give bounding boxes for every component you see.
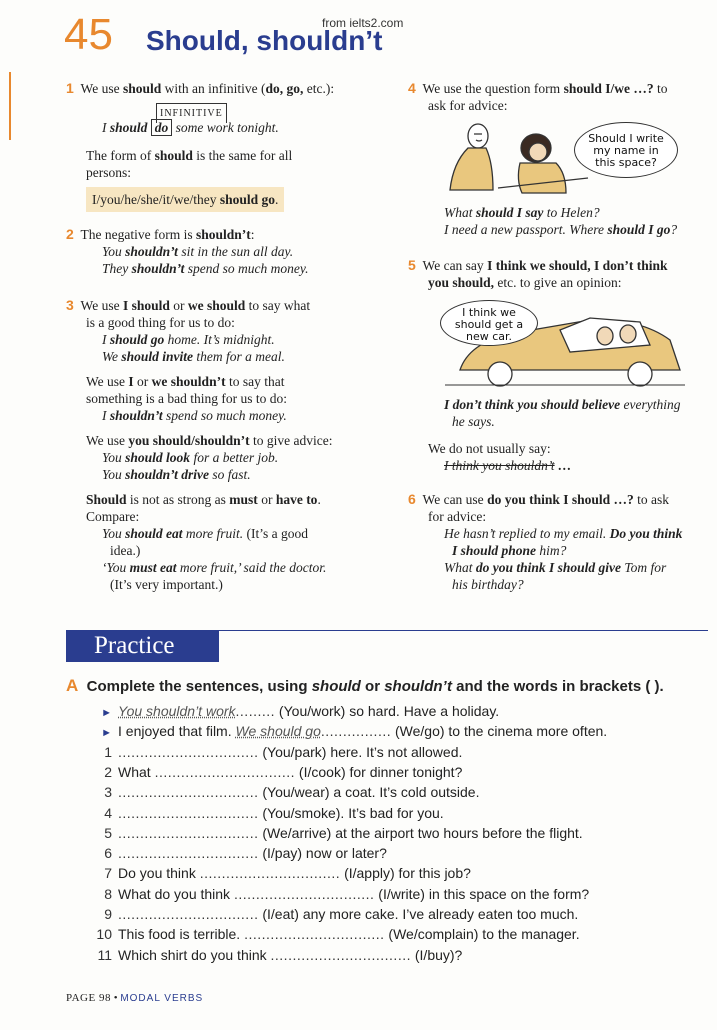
- arrow-icon: ►: [101, 727, 112, 740]
- exercise-item: [88, 947, 708, 963]
- item-text: (I/pay) now or later?: [258, 845, 387, 862]
- footer-bullet: •: [113, 992, 118, 1004]
- example-line: You shouldn’t sit in the sun all day.: [102, 244, 294, 259]
- item-number: 9: [104, 906, 112, 922]
- unit-number: 45: [64, 10, 113, 59]
- example-line: We should invite them for a meal.: [102, 349, 285, 364]
- keyword: do, go,: [265, 81, 304, 96]
- answer-blank[interactable]: ................................: [233, 885, 375, 902]
- exercise-item: [88, 784, 708, 800]
- item-number: 4: [104, 804, 112, 821]
- wrong-example: I think you shouldn’t …: [444, 458, 572, 473]
- section-number: 1: [66, 80, 74, 96]
- text: persons:: [86, 165, 131, 180]
- woman-figure: [518, 134, 566, 193]
- example-line: I shouldn’t spend so much money.: [102, 408, 287, 423]
- exercise-item: [88, 805, 708, 821]
- item-prefix: I enjoyed that film.: [118, 723, 236, 740]
- example-line: You shouldn’t drive so fast.: [102, 467, 251, 482]
- item-number: 2: [104, 763, 112, 780]
- section-1: [66, 80, 386, 212]
- exercise-item: [88, 926, 708, 942]
- example-answer: You shouldn’t work: [118, 703, 236, 719]
- item-number: 10: [96, 926, 112, 943]
- answer-blank: ................: [320, 723, 392, 740]
- section-4-examples: What should I say to Helen? I need a new passport. Where should I go?: [444, 205, 678, 237]
- section-name: MODAL VERBS: [120, 993, 204, 1004]
- example-line: What do you think I should give Tom for: [444, 560, 667, 575]
- exercise-item: [88, 744, 708, 760]
- item-text: (I/buy)?: [410, 946, 463, 963]
- text: is a good thing for us to do:: [86, 315, 235, 330]
- text: for advice:: [428, 509, 487, 524]
- text: idea.): [110, 543, 141, 558]
- infinitive-box: do: [151, 119, 173, 136]
- section-5-example: I don’t think you should believe everything he says.: [444, 397, 681, 429]
- text: ask for advice:: [428, 98, 508, 113]
- item-prefix: What do you think: [118, 885, 234, 902]
- example-line: They shouldn’t spend so much money.: [102, 261, 309, 276]
- item-number: 3: [104, 784, 112, 801]
- keyword: should: [122, 81, 162, 96]
- example-line: his birthday?: [452, 577, 524, 592]
- text: is the same for all: [192, 148, 293, 163]
- margin-rule: [9, 72, 11, 140]
- text: (It’s very important.): [110, 577, 223, 592]
- example-line: I should go home. It’s midnight.: [102, 332, 275, 347]
- example-line: I should do some work tonight.: [102, 120, 279, 135]
- answer-blank[interactable]: ................................: [244, 926, 385, 943]
- source-watermark: from ielts2.com: [322, 16, 404, 30]
- item-text: (I/cook) for dinner tonight?: [295, 763, 463, 780]
- text: etc.):: [303, 81, 335, 96]
- text: something is a bad thing for us to do:: [86, 391, 287, 406]
- item-number: 5: [104, 824, 112, 841]
- answer-blank[interactable]: ................................: [270, 946, 411, 963]
- page-number: PAGE 98: [66, 992, 111, 1004]
- section-6: 6 We can use do you think I should …? to ask for advice: He hasn’t replied to my email. Do you think I should phone him? What do you think I should give Tom for his birthday?: [408, 491, 708, 593]
- answer-blank[interactable]: ................................: [118, 784, 259, 801]
- answer-blank[interactable]: ................................: [199, 865, 341, 882]
- item-text: (I/write) in this space on the form?: [374, 885, 590, 902]
- example-item: [88, 703, 708, 719]
- text: We do not usually say:: [428, 441, 551, 456]
- item-text: (You/wear) a coat. It’s cold outside.: [258, 784, 480, 801]
- exercise-a-instruction: A Complete the sentences, using should or shouldn’t and the words in brackets ( ).: [66, 676, 664, 695]
- speech-bubble: Should I write my name in this space?: [574, 122, 678, 178]
- section-3: 3 We use I should or we should to say what is a good thing for us to do: I should go home. It’s midnight. We should invite them for a meal. We use I or we shouldn’t to say that something is a bad thing for us to do: I shouldn’t spend so much money. We use you should/shouldn’t to give advice: You should look for a better job. You shouldn’t drive so fast. Should is not as strong as must or have to. Compare: You should eat more fruit. (It’s a good idea.) ‘You must eat more fruit,’ said the doctor. (It’s very important.): [66, 297, 396, 593]
- text: The form of: [86, 148, 155, 163]
- exercise-item: [88, 865, 708, 881]
- speech-bubble: I think we should get a new car.: [440, 300, 538, 346]
- section-2: 2 The negative form is shouldn’t: You shouldn’t sit in the sun all day. They shouldn’t spend so much money.: [66, 226, 386, 277]
- item-number: 1: [104, 743, 112, 760]
- item-number: 11: [97, 946, 112, 963]
- text: Compare:: [86, 509, 140, 524]
- example-answer: We should go: [235, 723, 321, 740]
- item-prefix: Which shirt do you think: [118, 946, 271, 963]
- example-line: I should phone him?: [452, 543, 567, 558]
- exercise-letter: A: [66, 676, 79, 695]
- item-text: (We/go) to the cinema more often.: [391, 723, 608, 740]
- item-text: (I/eat) any more cake. I’ve already eaten too much.: [258, 906, 579, 922]
- text: We use: [80, 81, 123, 96]
- section-number: 4: [408, 80, 416, 96]
- answer-blank: .........: [235, 703, 276, 719]
- item-prefix: Do you think: [118, 865, 200, 882]
- highlight-box: I/you/he/she/it/we/they should go.: [86, 187, 284, 212]
- item-number: 7: [104, 865, 112, 882]
- item-number: 8: [104, 885, 112, 902]
- item-text: (You/park) here. It’s not allowed.: [258, 743, 463, 760]
- item-text: (I/apply) for this job?: [340, 865, 471, 882]
- section-number: 3: [66, 297, 74, 313]
- example-line: ‘You must eat more fruit,’ said the doctor.: [102, 560, 327, 575]
- arrow-icon: ►: [101, 707, 112, 719]
- item-text: (We/arrive) at the airport two hours before the flight.: [258, 824, 583, 841]
- exercise-item: [88, 906, 708, 922]
- example-line: He hasn’t replied to my email. Do you think: [444, 526, 683, 541]
- answer-blank[interactable]: ................................: [118, 743, 259, 760]
- example-line: You should eat more fruit. (It’s a good: [102, 526, 309, 541]
- exercise-item: [88, 845, 708, 861]
- exercise-item: [88, 825, 708, 841]
- practice-heading: Practice: [66, 630, 219, 662]
- footer: [66, 992, 203, 1004]
- exercise-item: [88, 764, 708, 780]
- section-number: 6: [408, 491, 416, 507]
- answer-blank[interactable]: ................................: [154, 763, 296, 780]
- item-text: (We/complain) to the manager.: [384, 926, 580, 943]
- item-prefix: This food is terrible.: [118, 926, 245, 943]
- exercise-item: [88, 886, 708, 902]
- section-5: 5 We can say I think we should, I don’t think you should, etc. to give an opinion:: [408, 257, 668, 290]
- section-4: 4 We use the question form should I/we …? to ask for advice:: [408, 80, 708, 114]
- keyword: should: [154, 148, 193, 163]
- section-number: 2: [66, 226, 74, 242]
- item-number: 6: [104, 845, 112, 862]
- answer-blank[interactable]: ................................: [118, 824, 259, 841]
- page-title: Should, shouldn’t: [146, 25, 383, 56]
- example-item: [88, 723, 708, 739]
- section-number: 5: [408, 257, 416, 273]
- item-text: (You/smoke). It’s bad for you.: [258, 804, 444, 821]
- answer-blank[interactable]: ................................: [118, 845, 259, 862]
- answer-blank[interactable]: ................................: [118, 906, 259, 922]
- man-figure: [450, 124, 493, 190]
- example-line: You should look for a better job.: [102, 450, 279, 465]
- text: with an infinitive (: [161, 81, 266, 96]
- item-text: (You/work) so hard. Have a holiday.: [275, 703, 500, 719]
- item-prefix: What: [118, 763, 155, 780]
- answer-blank[interactable]: ................................: [118, 804, 259, 821]
- infinitive-label: INFINITIVE: [156, 103, 227, 123]
- section-5-note: [428, 440, 698, 474]
